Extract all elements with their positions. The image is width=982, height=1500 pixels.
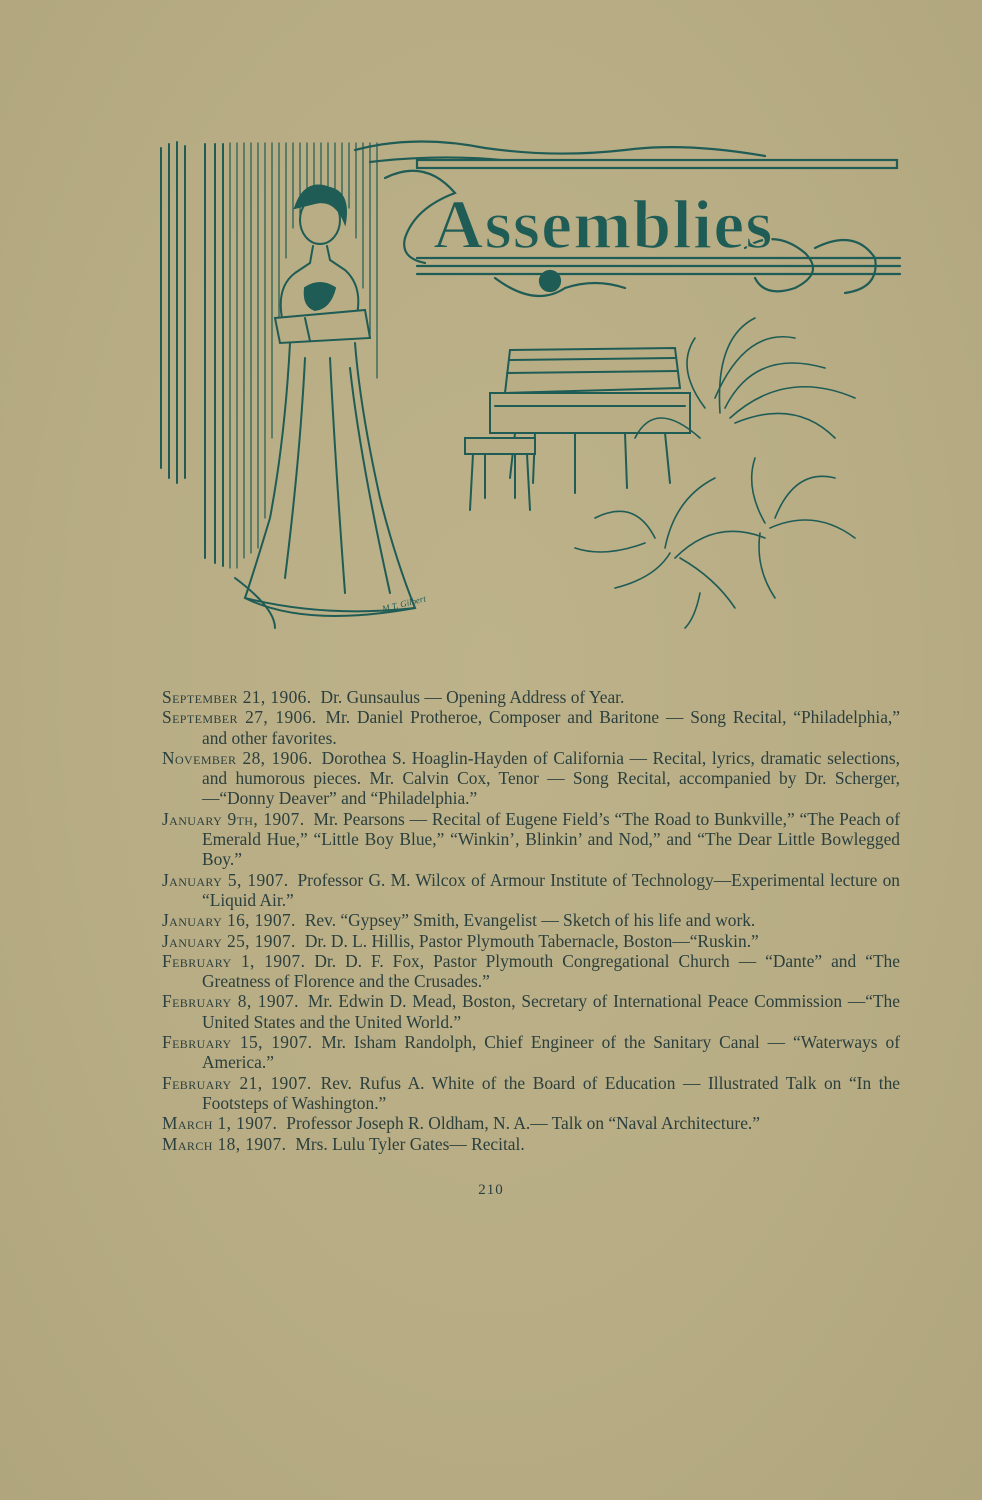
entry-date: September 21, 1906. [162,687,312,707]
list-item [162,1134,900,1154]
artist-signature: M.T. Gilbert [381,593,427,614]
title-text: Assemblies [433,187,774,264]
entry-text: Dr. Gunsaulus — Opening Address of Year. [320,687,625,707]
entry-text: Dr. D. F. Fox, Pastor Plymouth Congregational Church — “Dante” and “The Greatness of Florence and the Crusades.” [202,950,900,992]
entry-text: Mr. Edwin D. Mead, Boston, Secretary of International Peace Commission —“The United States and the United World.” [202,991,900,1032]
door-frame [161,142,223,566]
entry-text: Mrs. Lulu Tyler Gates— Recital. [295,1133,525,1154]
entry-date: March 1, 1907. [162,1113,278,1134]
list-item [162,931,900,951]
entry-date: February 1, 1907. [162,950,306,971]
entry-text: Mr. Daniel Protheroe, Composer and Baritone — Song Recital, “Philadelphia,” and other favorites. [202,707,900,748]
entry-text: Mr. Isham Randolph, Chief Engineer of the Sanitary Canal — “Waterways of America.” [202,1032,900,1073]
list-item [162,1113,900,1133]
entry-date: February 15, 1907. [162,1032,313,1053]
entry-date: September 27, 1906. [162,707,317,728]
list-item [162,687,900,707]
entry-date: January 5, 1907. [162,869,289,890]
entry-date: January 9th, 1907. [162,808,305,829]
piano [465,348,690,510]
entry-date: March 18, 1907. [162,1133,287,1154]
list-item [162,951,900,992]
entry-text: Rev. Rufus A. White of the Board of Education — Illustrated Talk on “In the Footsteps of Washington.” [202,1072,900,1113]
list-item [162,707,900,748]
assemblies-header-illustration [155,138,903,630]
list-item [162,748,900,809]
entry-text: Rev. “Gypsey” Smith, Evangelist — Sketch of his life and work. [304,910,756,931]
list-item [162,1032,900,1073]
entry-date: February 21, 1907. [162,1072,312,1093]
list-item [162,910,900,930]
entry-text: Dr. D. L. Hillis, Pastor Plymouth Tabernacle, Boston—“Ruskin.” [304,930,759,951]
list-item [162,991,900,1032]
assembly-list [162,687,900,1154]
entry-date: January 16, 1907. [162,910,296,931]
entry-text: Dorothea S. Hoaglin-Hayden of California — Recital, lyrics, dramatic selections, and humorous pieces. Mr. Calvin Cox, Tenor — Song Recital, accompanied by Dr. Scherger,—“Donny Deaver” and “Philadelphia.” [202,747,900,809]
entry-text: Mr. Pearsons — Recital of Eugene Field’s “The Road to Bunkville,” “The Peach of Emerald Hue,” “Little Boy Blue,” “Winkin’, Blinkin’ and Nod,” and “The Dear Little Bowlegged Boy.” [202,808,900,870]
list-item [162,870,900,911]
entry-date: February 8, 1907. [162,991,299,1012]
entry-date: January 25, 1907. [162,930,296,951]
entry-text: Professor Joseph R. Oldham, N. A.— Talk on “Naval Architecture.” [286,1113,760,1134]
entry-date: November 28, 1906. [162,747,313,768]
entry-text: Professor G. M. Wilcox of Armour Institute of Technology—Experimental lecture on “Liquid Air.” [202,869,900,910]
singer-figure [235,186,415,629]
list-item [162,809,900,870]
page-number: 210 [478,1182,504,1198]
list-item [162,1073,900,1114]
